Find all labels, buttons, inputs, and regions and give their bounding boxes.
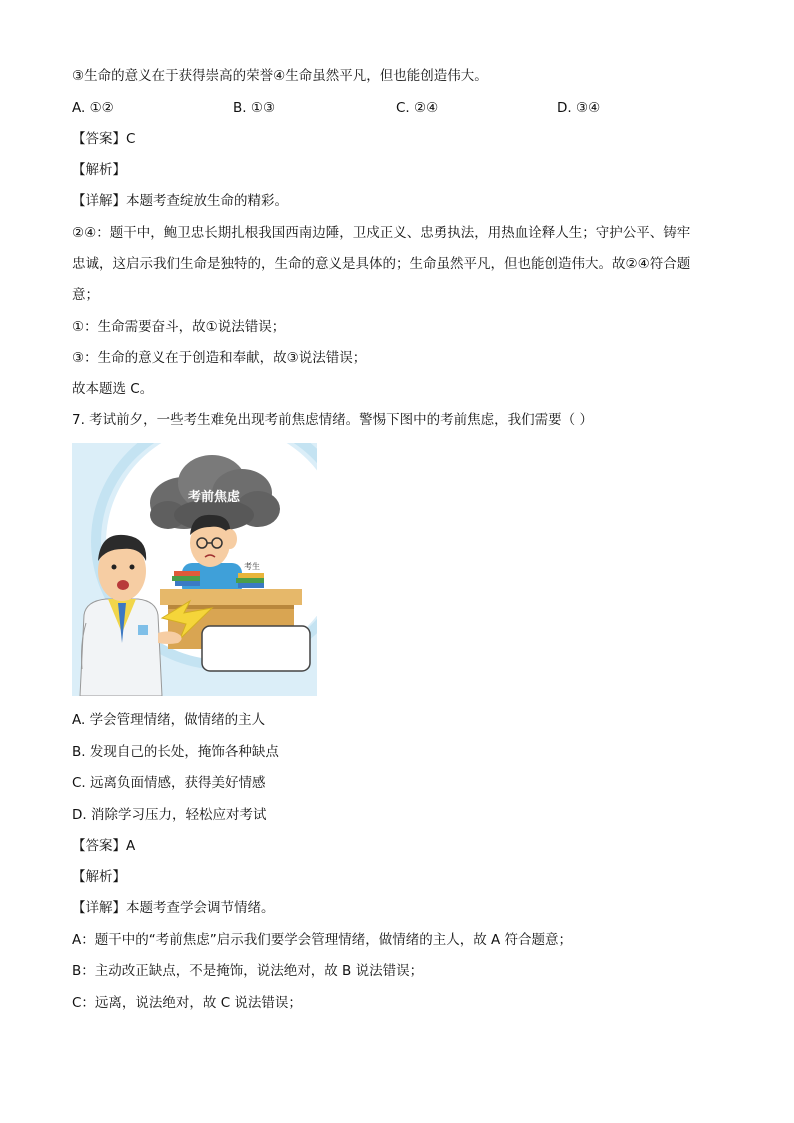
q6-explanation-line: 意； bbox=[72, 287, 99, 303]
q6-analysis-label: 【解析】 bbox=[72, 162, 126, 178]
q7-detail: 【详解】本题考查学会调节情绪。 bbox=[72, 900, 275, 916]
q7-answer: 【答案】A bbox=[72, 838, 136, 854]
q7-analysis-label: 【解析】 bbox=[72, 869, 126, 885]
q6-explanation-line: ②④：题干中，鲍卫忠长期扎根我国西南边陲，卫戍正义、忠勇执法，用热血诠释人生；守护公平、铸牢 bbox=[72, 225, 691, 241]
q6-option-a: A. ①② bbox=[72, 100, 114, 116]
q6-option-c: C. ②④ bbox=[396, 100, 439, 116]
q6-explanation-line: ③：生命的意义在于创造和奉献，故③说法错误； bbox=[72, 350, 367, 366]
q7-option-c: C. 远离负面情感，获得美好情感 bbox=[72, 775, 266, 791]
exam-anxiety-illustration bbox=[72, 443, 317, 696]
q7-option-d: D. 消除学习压力，轻松应对考试 bbox=[72, 807, 267, 823]
q6-answer: 【答案】C bbox=[72, 131, 136, 147]
student-tag: 考生 bbox=[244, 562, 260, 571]
cloud-label: 考前焦虑 bbox=[187, 490, 241, 505]
q7-explanation-a: A：题干中的“考前焦虑”启示我们要学会管理情绪，做情绪的主人，故 A 符合题意； bbox=[72, 932, 573, 948]
speech-bubble bbox=[202, 626, 310, 671]
q6-conclusion: 故本题选 C。 bbox=[72, 381, 154, 397]
q6-option-b: B. ①③ bbox=[233, 100, 276, 116]
q7-stem: 7. 考试前夕，一些考生难免出现考前焦虑情绪。警惕下图中的考前焦虑，我们需要（ ） bbox=[72, 412, 593, 428]
q7-explanation-b: B：主动改正缺点，不是掩饰，说法绝对，故 B 说法错误； bbox=[72, 963, 424, 979]
q6-detail: 【详解】本题考查绽放生命的精彩。 bbox=[72, 193, 288, 209]
q6-explanation-line: 忠诚，这启示我们生命是独特的，生命的意义是具体的；生命虽然平凡，但也能创造伟大。故②④符合题 bbox=[72, 256, 691, 272]
q7-explanation-c: C：远离，说法绝对，故 C 说法错误； bbox=[72, 995, 302, 1011]
q6-option-d: D. ③④ bbox=[557, 100, 601, 116]
q6-stem-tail: ③生命的意义在于获得崇高的荣誉④生命虽然平凡，但也能创造伟大。 bbox=[72, 68, 488, 84]
q6-explanation-line: ①：生命需要奋斗，故①说法错误； bbox=[72, 319, 286, 335]
q7-option-a: A. 学会管理情绪，做情绪的主人 bbox=[72, 712, 266, 728]
q7-option-b: B. 发现自己的长处，掩饰各种缺点 bbox=[72, 744, 279, 760]
